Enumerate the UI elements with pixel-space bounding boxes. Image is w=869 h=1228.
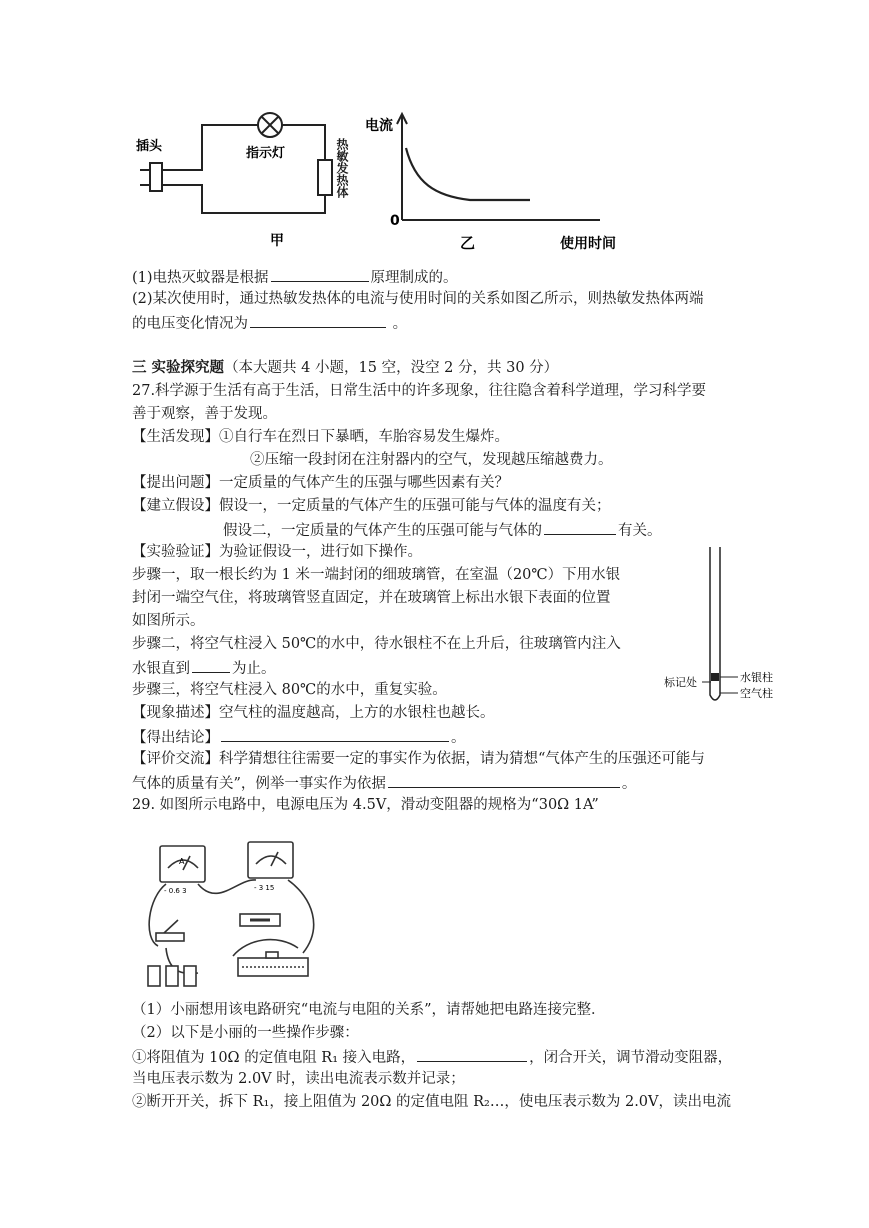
section-3-note: （本大题共 4 小题，15 空，没空 2 分，共 30 分）	[224, 360, 559, 376]
q27-blank-step2[interactable]	[192, 657, 230, 673]
q26-blank-2[interactable]	[250, 312, 386, 328]
q29-step1-end: ，闭合开关，调节滑动变阻器，	[529, 1050, 733, 1066]
circuit-apparatus-figure	[138, 838, 338, 998]
ammeter-label: A	[179, 857, 185, 866]
q29-part2: （2）以下是小丽的一些操作步骤：	[132, 1025, 359, 1041]
glass-tube-figure	[660, 545, 780, 715]
ammeter-terminals: - 0.6 3	[164, 887, 187, 895]
tube-mercury-label: 水银柱	[740, 671, 773, 684]
q26-p2-text: 的电压变化情况为	[132, 316, 248, 332]
lamp-label: 指示灯	[246, 146, 286, 161]
q26-part2-cont	[132, 312, 407, 334]
q26-p1-end: 原理制成的。	[370, 270, 458, 286]
q27-step2-a: 步骤二，将空气柱浸入 50℃的水中，待水银柱不在上升后，往玻璃管内注入	[132, 636, 621, 652]
q26-part1	[132, 266, 458, 288]
q27-step1-a: 步骤一，取一根长约为 1 米一端封闭的细玻璃管，在室温（20℃）下用水银	[132, 567, 621, 583]
q27-intro-2: 善于观察，善于发现。	[132, 406, 277, 422]
q27-conclusion-end: 。	[451, 730, 466, 746]
q27-blank-conclusion[interactable]	[221, 726, 449, 742]
q27-hyp2-end: 有关。	[618, 523, 662, 539]
tube-mark-label: 标记处	[664, 676, 697, 689]
q27-eval2-end: 。	[621, 776, 637, 792]
q27-life-2: ②压缩一段封闭在注射器内的空气，发现越压缩越费力。	[250, 452, 613, 468]
q26-part2: (2)某次使用时，通过热敏发热体的电流与使用时间的关系如图乙所示，则热敏发热体两端	[132, 291, 704, 307]
q27-blank-hypothesis[interactable]	[544, 519, 616, 535]
q27-question: 【提出问题】一定质量的气体产生的压强与哪些因素有关？	[132, 475, 509, 491]
q27-life-1: 【生活发现】①自行车在烈日下暴晒，车胎容易发生爆炸。	[132, 429, 509, 445]
q26-p1-text: (1)电热灭蚊器是根据	[132, 270, 269, 286]
graph-x-label: 使用时间	[560, 236, 616, 252]
q27-hyp2-text: 假设二，一定质量的气体产生的压强可能与气体的	[223, 523, 542, 539]
q27-step2-text: 水银直到	[132, 661, 190, 677]
q29-step1-cont: 当电压表示数为 2.0V 时，读出电流表示数并记录；	[132, 1071, 465, 1087]
q27-step3: 步骤三，将空气柱浸入 80℃的水中，重复实验。	[132, 682, 447, 698]
q27-step2-end: 为止。	[232, 661, 276, 677]
q27-hypothesis-1: 【建立假设】假设一，一定质量的气体产生的压强可能与气体的温度有关；	[132, 498, 611, 514]
q29-blank-step1[interactable]	[417, 1046, 527, 1062]
q27-phenomenon: 【现象描述】空气柱的温度越高，上方的水银柱也越长。	[132, 705, 495, 721]
q29-step2: ②断开开关，拆下 R₁，接上阻值为 20Ω 的定值电阻 R₂…，使电压表示数为 2.0V，读出电流	[132, 1094, 732, 1110]
q27-eval2-text: 气体的质量有关”，例举一事实作为依据	[132, 776, 386, 792]
q27-intro-1: 27.科学源于生活有高于生活，日常生活中的许多现象，往往隐含着科学道理，学习科学要	[132, 383, 707, 399]
q27-hypothesis-2	[223, 519, 662, 541]
q27-conclusion	[132, 726, 466, 748]
current-time-graph	[360, 108, 630, 258]
q27-step1-c: 如图所示。	[132, 613, 205, 629]
yi-label: 乙	[460, 234, 476, 252]
q27-blank-evaluation[interactable]	[388, 772, 620, 788]
q29-step1	[132, 1046, 732, 1068]
q26-p2-end: 。	[392, 316, 408, 332]
q27-step2-b	[132, 657, 276, 679]
q27-evaluation-2	[132, 772, 636, 794]
voltmeter-terminals: - 3 15	[254, 884, 275, 892]
section-3-header	[132, 358, 558, 378]
q27-conclusion-text: 【得出结论】	[132, 730, 219, 746]
q29-part1: （1）小丽想用该电路研究“电流与电阻的关系”，请帮她把电路连接完整．	[132, 1002, 606, 1018]
q29-step1-text: ①将阻值为 10Ω 的定值电阻 R₁ 接入电路，	[132, 1050, 416, 1066]
graph-y-label: 电流	[365, 118, 393, 134]
heater-label: 热敏发热体	[335, 138, 349, 198]
q29-intro: 29. 如图所示电路中，电源电压为 4.5V，滑动变阻器的规格为“30Ω 1A”	[132, 797, 599, 813]
section-3-title: 三 实验探究题	[132, 359, 225, 376]
jia-label: 甲	[270, 233, 284, 249]
q27-step1-b: 封闭一端空气住，将玻璃管竖直固定，并在玻璃管上标出水银下表面的位置	[132, 590, 611, 606]
tube-air-label: 空气柱	[740, 687, 773, 700]
mercury-column	[711, 673, 719, 681]
q26-blank-1[interactable]	[271, 266, 369, 282]
graph-origin: 0	[390, 213, 400, 229]
q27-verify: 【实验验证】为验证假设一，进行如下操作。	[132, 544, 422, 560]
q27-evaluation-1: 【评价交流】科学猜想往往需要一定的事实作为依据，请为猜想“气体产生的压强还可能与	[132, 751, 705, 767]
plug-label: 插头	[136, 139, 163, 154]
